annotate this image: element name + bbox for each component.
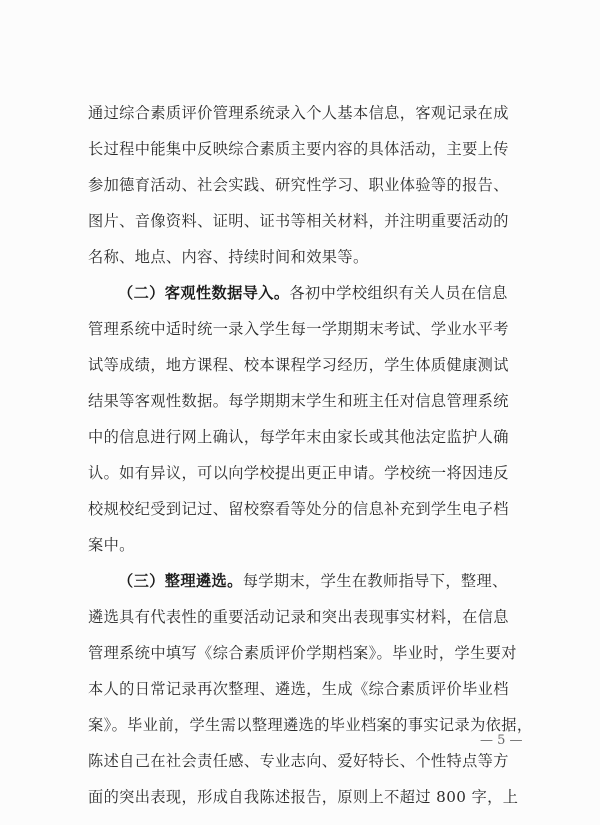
paragraph-line: 图片、音像资料、证明、证书等相关材料，并注明重要活动的 bbox=[88, 212, 509, 230]
paragraph-line-text: 各初中学校组织有关人员在信息 bbox=[289, 284, 508, 302]
paragraph-line: 本人的日常记录再次整理、遴选，生成《综合素质评价毕业档 bbox=[88, 680, 509, 698]
paragraph-line: 面的突出表现，形成自我陈述报告，原则上不超过 800 字，上 bbox=[88, 788, 519, 806]
paragraph-first-line bbox=[118, 571, 508, 591]
paragraph-line: 认。如有异议，可以向学校提出更正申请。学校统一将因违反 bbox=[88, 464, 509, 482]
body-text bbox=[88, 0, 533, 825]
section-heading: （三）整理遴选。 bbox=[118, 572, 243, 590]
page-number: — 5 — bbox=[480, 733, 523, 748]
paragraph-line: 结果等客观性数据。每学期期末学生和班主任对信息管理系统 bbox=[88, 392, 509, 410]
paragraph-line: 长过程中能集中反映综合素质主要内容的具体活动，主要上传 bbox=[88, 140, 509, 158]
paragraph-line: 通过综合素质评价管理系统录入个人基本信息，客观记录在成 bbox=[88, 104, 509, 122]
paragraph-line-text: 每学期末，学生在教师指导下，整理、 bbox=[242, 572, 508, 590]
paragraph-line: 遴选具有代表性的重要活动记录和突出表现事实材料，在信息 bbox=[88, 608, 509, 626]
section-heading: （二）客观性数据导入。 bbox=[118, 284, 290, 302]
paragraph-first-line bbox=[118, 283, 508, 303]
paragraph-line: 试等成绩，地方课程、校本课程学习经历，学生体质健康测试 bbox=[88, 356, 509, 374]
paragraph-line: 参加德育活动、社会实践、研究性学习、职业体验等的报告、 bbox=[88, 176, 509, 194]
paragraph-line: 案》。毕业前，学生需以整理遴选的毕业档案的事实记录为依据， bbox=[88, 716, 533, 734]
paragraph-line: 陈述自己在社会责任感、专业志向、爱好特长、个性特点等方 bbox=[88, 752, 509, 770]
paragraph-line: 中的信息进行网上确认，每学年末由家长或其他法定监护人确 bbox=[88, 428, 509, 446]
paragraph-line: 名称、地点、内容、持续时间和效果等。 bbox=[88, 248, 369, 266]
paragraph-line: 案中。 bbox=[88, 536, 135, 554]
paragraph-line: 管理系统中填写《综合素质评价学期档案》。毕业时，学生要对 bbox=[88, 644, 517, 662]
paragraph-line: 校规校纪受到记过、留校察看等处分的信息补充到学生电子档 bbox=[88, 500, 509, 518]
paragraph-line: 管理系统中适时统一录入学生每一学期期末考试、学业水平考 bbox=[88, 320, 509, 338]
